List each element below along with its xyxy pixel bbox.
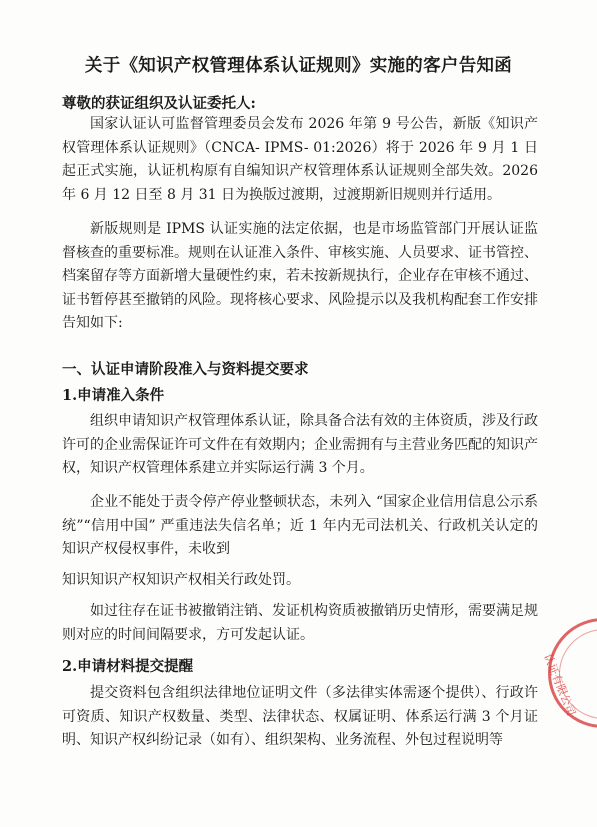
paragraph-new-rules: 新版规则是 IPMS 认证实施的法定依据，也是市场监管部门开展认证监督核查的重要标准。规则在认证准入条件、审核实施、人员要求、证书管控、档案留存等方面新增大量硬性约束，若未按新规执行，企业存在审核不通过、证书暂停甚至撤销的风险。现将核心要求、风险提示以及我机构配套工作安排告知如下:	[62, 221, 538, 332]
paragraph-credit-status: 企业不能处于责令停产停业整顿状态，未列入 “国家企业信用信息公示系统”“信用中国” 严重违法失信名单；近 1 年内无司法机关、行政机关认定的知识产权侵权事件，未收到	[62, 494, 538, 558]
document-title: 关于《知识产权管理体系认证规则》实施的客户告知函	[84, 56, 513, 76]
paragraph-history-requirements: 如过往存在证书被撤销注销、发证机构资质被撤销历史情形，需要满足规则对应的时间间隔要求，方可发起认证。	[62, 603, 538, 643]
section-heading-application: 一、认证申请阶段准入与资料提交要求	[62, 361, 309, 378]
seal-text: 认证有限公司	[541, 651, 578, 718]
subheading-admission-conditions: 1.申请准入条件	[62, 387, 165, 404]
paragraph-admission-requirements: 组织申请知识产权管理体系认证，除具备合法有效的主体资质，涉及行政许可的企业需保证许可文件在有效期内；企业需拥有与主营业务匹配的知识产权，知识产权管理体系建立并实际运行满 3 个月。	[62, 413, 538, 477]
company-seal-stamp	[541, 618, 597, 728]
subheading-materials-submission: 2.申请材料提交提醒	[62, 658, 194, 675]
paragraph-credit-status-continued: 知识知识产权知识产权相关行政处罚。	[62, 572, 300, 588]
paragraph-announcement: 国家认证认可监督管理委员会发布 2026 年第 9 号公告，新版《知识产权管理体系认证规则》（CNCA- IPMS- 01:2026）将于 2026 年 9 月 1 日起正式实施，认证机构原有自编知识产权管理体系认证规则全部失效。2026 年 6 月 12 日至 8 月 31 日为换版过渡期，过渡期新旧规则并行适用。	[62, 116, 538, 203]
salutation: 尊敬的获证组织及认证委托人:	[62, 95, 256, 112]
paragraph-materials-list: 提交资料包含组织法律地位证明文件（多法律实体需逐个提供）、行政许可资质、知识产权数量、类型、法律状态、权属证明、体系运行满 3 个月证明、知识产权纠纷记录（如有）、组织架构、业务流程、外包过程说明等	[62, 685, 538, 749]
